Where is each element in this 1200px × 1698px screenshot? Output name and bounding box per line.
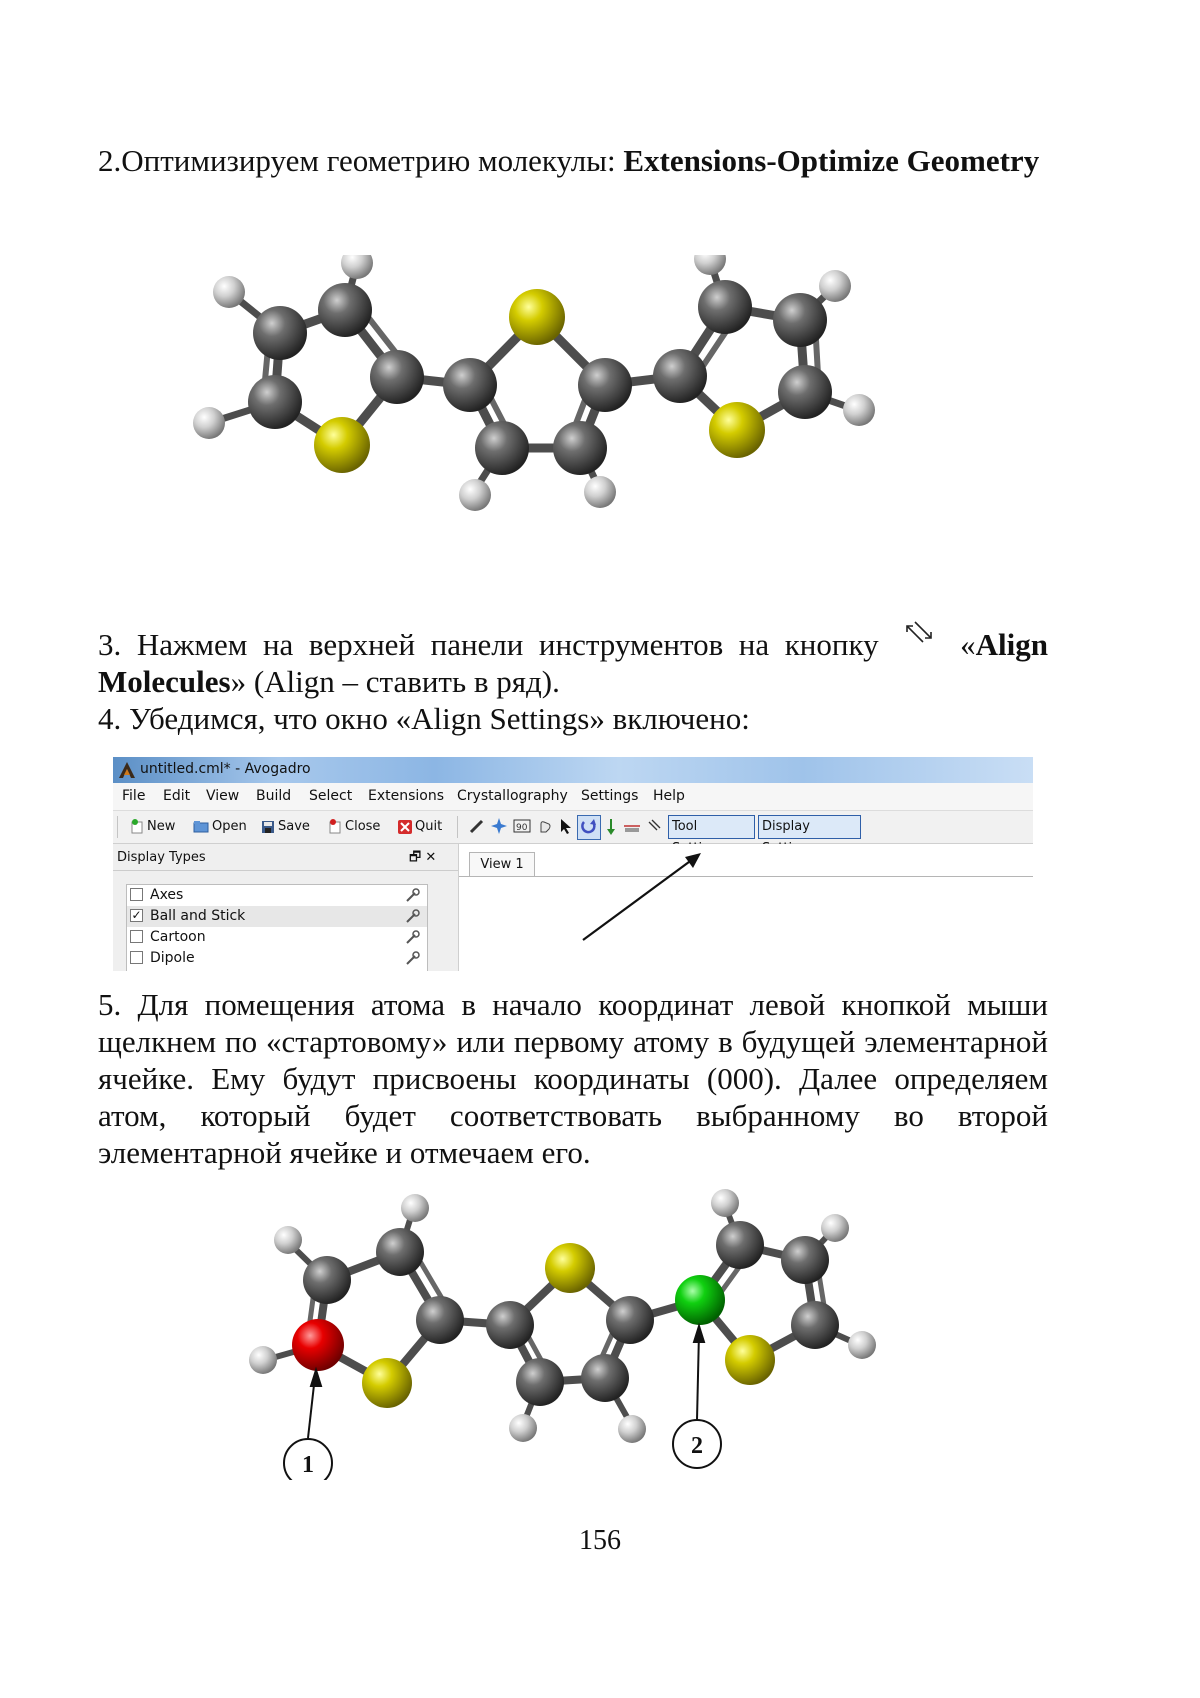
step-4-number: 4. (98, 701, 122, 736)
menu-help[interactable]: Help (653, 788, 685, 804)
dock-float-close-icons[interactable]: 🗗 ✕ (409, 850, 437, 865)
step-3-command: Align Molecules (98, 627, 1049, 699)
step-2-command: Extensions-Optimize Geometry (623, 143, 1040, 178)
menu-crystallography[interactable]: Crystallography (457, 788, 568, 804)
bonds (265, 1205, 860, 1426)
menu-extensions[interactable]: Extensions (368, 788, 445, 804)
step-5-paragraph (98, 986, 1048, 1171)
callout-label-2 (673, 1420, 721, 1468)
atoms (193, 255, 875, 511)
step-3-quote: « (960, 627, 976, 662)
page-number: 156 (579, 1525, 621, 1556)
menu-view[interactable]: View (206, 788, 240, 804)
callout-label-1 (284, 1439, 332, 1480)
view-1-tab[interactable]: View 1 (469, 852, 535, 877)
menu-select[interactable]: Select (309, 788, 353, 804)
save-button-label: Save (278, 819, 310, 834)
display-settings-button[interactable]: Display (758, 815, 861, 839)
menu-settings[interactable]: Settings (581, 788, 639, 804)
step-5-text: Для помещения атома в начало координат левой кнопкой мыши щелкнем по «стартовому» или первому атому в будущей элементарной ячейке. Ему будут присвоены координаты (000). Далее определяем атом, который будет соответствовать выбранному во второй элементарной ячейке и отмечаем его. (98, 987, 1049, 1170)
step-3-text: Нажмем на верхней панели инструментов на кнопку (136, 627, 895, 662)
atoms (249, 1189, 876, 1443)
step-2-paragraph (98, 142, 1048, 179)
ball-and-stick-checkbox[interactable]: ✓ (131, 908, 142, 922)
callout-number-1: 1 (302, 1452, 314, 1478)
terthiophene-optimized-figure (185, 255, 965, 555)
pointer-arrow (113, 757, 1033, 971)
step-4-paragraph (98, 700, 1048, 737)
avogadro-window-screenshot (113, 757, 1033, 971)
tool-settings-button[interactable]: Tool (668, 815, 755, 839)
step-3-number: 3. (98, 627, 122, 662)
menu-edit[interactable]: Edit (163, 788, 191, 804)
marked-atom-2-green (675, 1275, 725, 1325)
svg-text:90: 90 (516, 823, 528, 833)
terthiophene-marked-atoms-figure (235, 1180, 935, 1480)
menu-file[interactable]: File (122, 788, 146, 804)
step-2-text: Оптимизируем геометрию молекулы: (121, 143, 624, 178)
step-5-number: 5. (98, 987, 122, 1022)
dock-title: Display Types (117, 850, 206, 865)
new-button-label: New (147, 819, 176, 834)
callout-number-2: 2 (691, 1433, 703, 1459)
menu-build[interactable]: Build (256, 788, 292, 804)
marked-atom-1-red (292, 1319, 344, 1371)
display-type-label: Ball and Stick (150, 908, 246, 924)
close-button-label: Close (345, 819, 381, 834)
display-type-label: Axes (150, 887, 184, 903)
window-title: untitled.cml* - Avogadro (140, 761, 311, 777)
open-button-label: Open (212, 819, 247, 834)
step-3-tail: » (Align – ставить в ряд). (230, 664, 560, 699)
quit-button-label: Quit (415, 819, 443, 834)
display-type-label: Cartoon (150, 929, 206, 945)
align-molecules-icon (903, 618, 937, 648)
display-type-label: Dipole (150, 950, 195, 966)
step-4-text: Убедимся, что окно «Align Settings» включено: (129, 701, 750, 736)
step-2-number: 2. (98, 143, 122, 178)
